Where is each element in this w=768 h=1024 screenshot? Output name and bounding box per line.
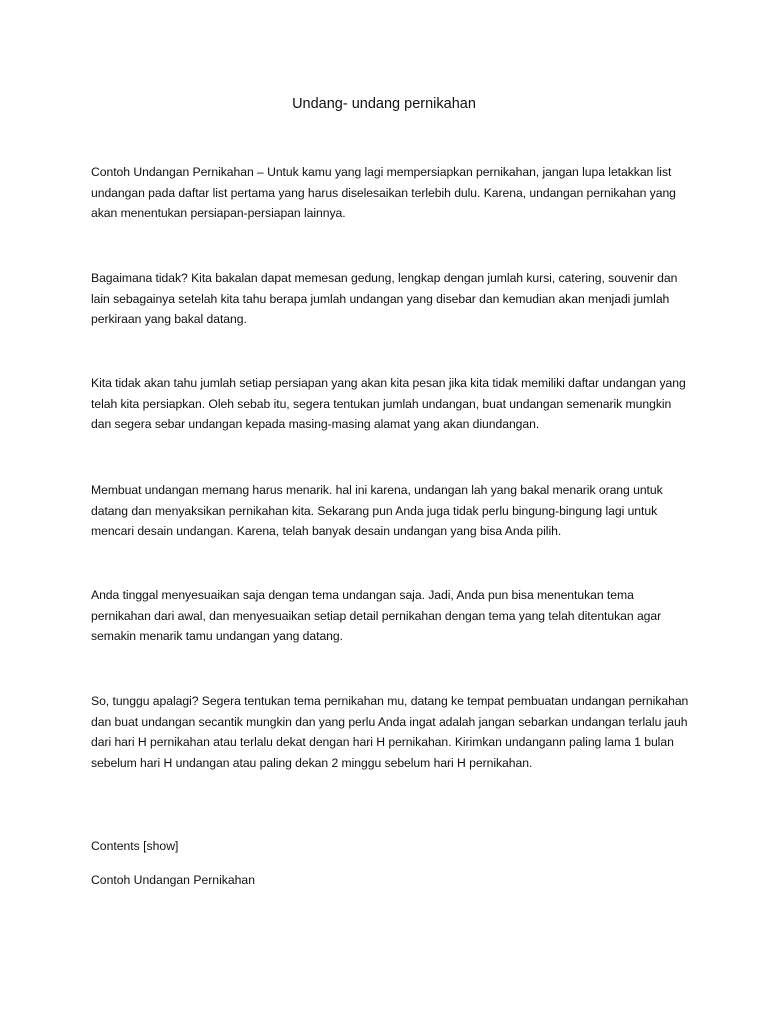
section-heading: Contoh Undangan Pernikahan: [91, 873, 255, 887]
contents-show-toggle[interactable]: [show]: [143, 839, 179, 853]
paragraph-3: Kita tidak akan tahu jumlah setiap persiapan yang akan kita pesan jika kita tidak memiliki daftar undangan yang telah kita persiapkan. Oleh sebab itu, segera tentukan jumlah undangan, buat undangan semenarik mungkin dan segera sebar undangan kepada masing-masing alamat yang akan diundangan.: [91, 376, 686, 431]
paragraph-5: Anda tinggal menyesuaikan saja dengan tema undangan saja. Jadi, Anda pun bisa menentukan tema pernikahan dari awal, dan menyesuaikan setiap detail pernikahan dengan tema yang telah ditentukan agar semakin menarik tamu undangan yang datang.: [91, 588, 662, 643]
table-of-contents: [91, 836, 178, 856]
paragraph-4: Membuat undangan memang harus menarik. hal ini karena, undangan lah yang bakal menarik orang untuk datang dan menyaksikan pernikahan kita. Sekarang pun Anda juga tidak perlu bingung-bingung lagi untuk mencari desain undangan. Karena, telah banyak desain undangan yang bisa Anda pilih.: [91, 483, 663, 538]
paragraph-1: Contoh Undangan Pernikahan – Untuk kamu yang lagi mempersiapkan pernikahan, jangan lupa letakkan list undangan pada daftar list pertama yang harus diselesaikan terlebih dulu. Karena, undangan pernikahan yang akan menentukan persiapan-persiapan lainnya.: [91, 165, 676, 220]
document-title: Undang- undang pernikahan: [292, 96, 476, 112]
contents-label: Contents: [91, 839, 140, 853]
paragraph-2: Bagaimana tidak? Kita bakalan dapat memesan gedung, lengkap dengan jumlah kursi, catering, souvenir dan lain sebagainya setelah kita tahu berapa jumlah undangan yang disebar dan kemudian akan menjadi jumlah perkiraan yang bakal datang.: [91, 271, 678, 326]
paragraph-6: So, tunggu apalagi? Segera tentukan tema pernikahan mu, datang ke tempat pembuatan undangan pernikahan dan buat undangan secantik mungkin dan yang perlu Anda ingat adalah jangan sebarkan undangan terlalu jauh dari hari H pernikahan atau terlalu dekat dengan hari H pernikahan. Kirimkan undangann paling lama 1 bulan sebelum hari H undangan atau paling dekan 2 minggu sebelum hari H pernikahan.: [91, 694, 689, 770]
